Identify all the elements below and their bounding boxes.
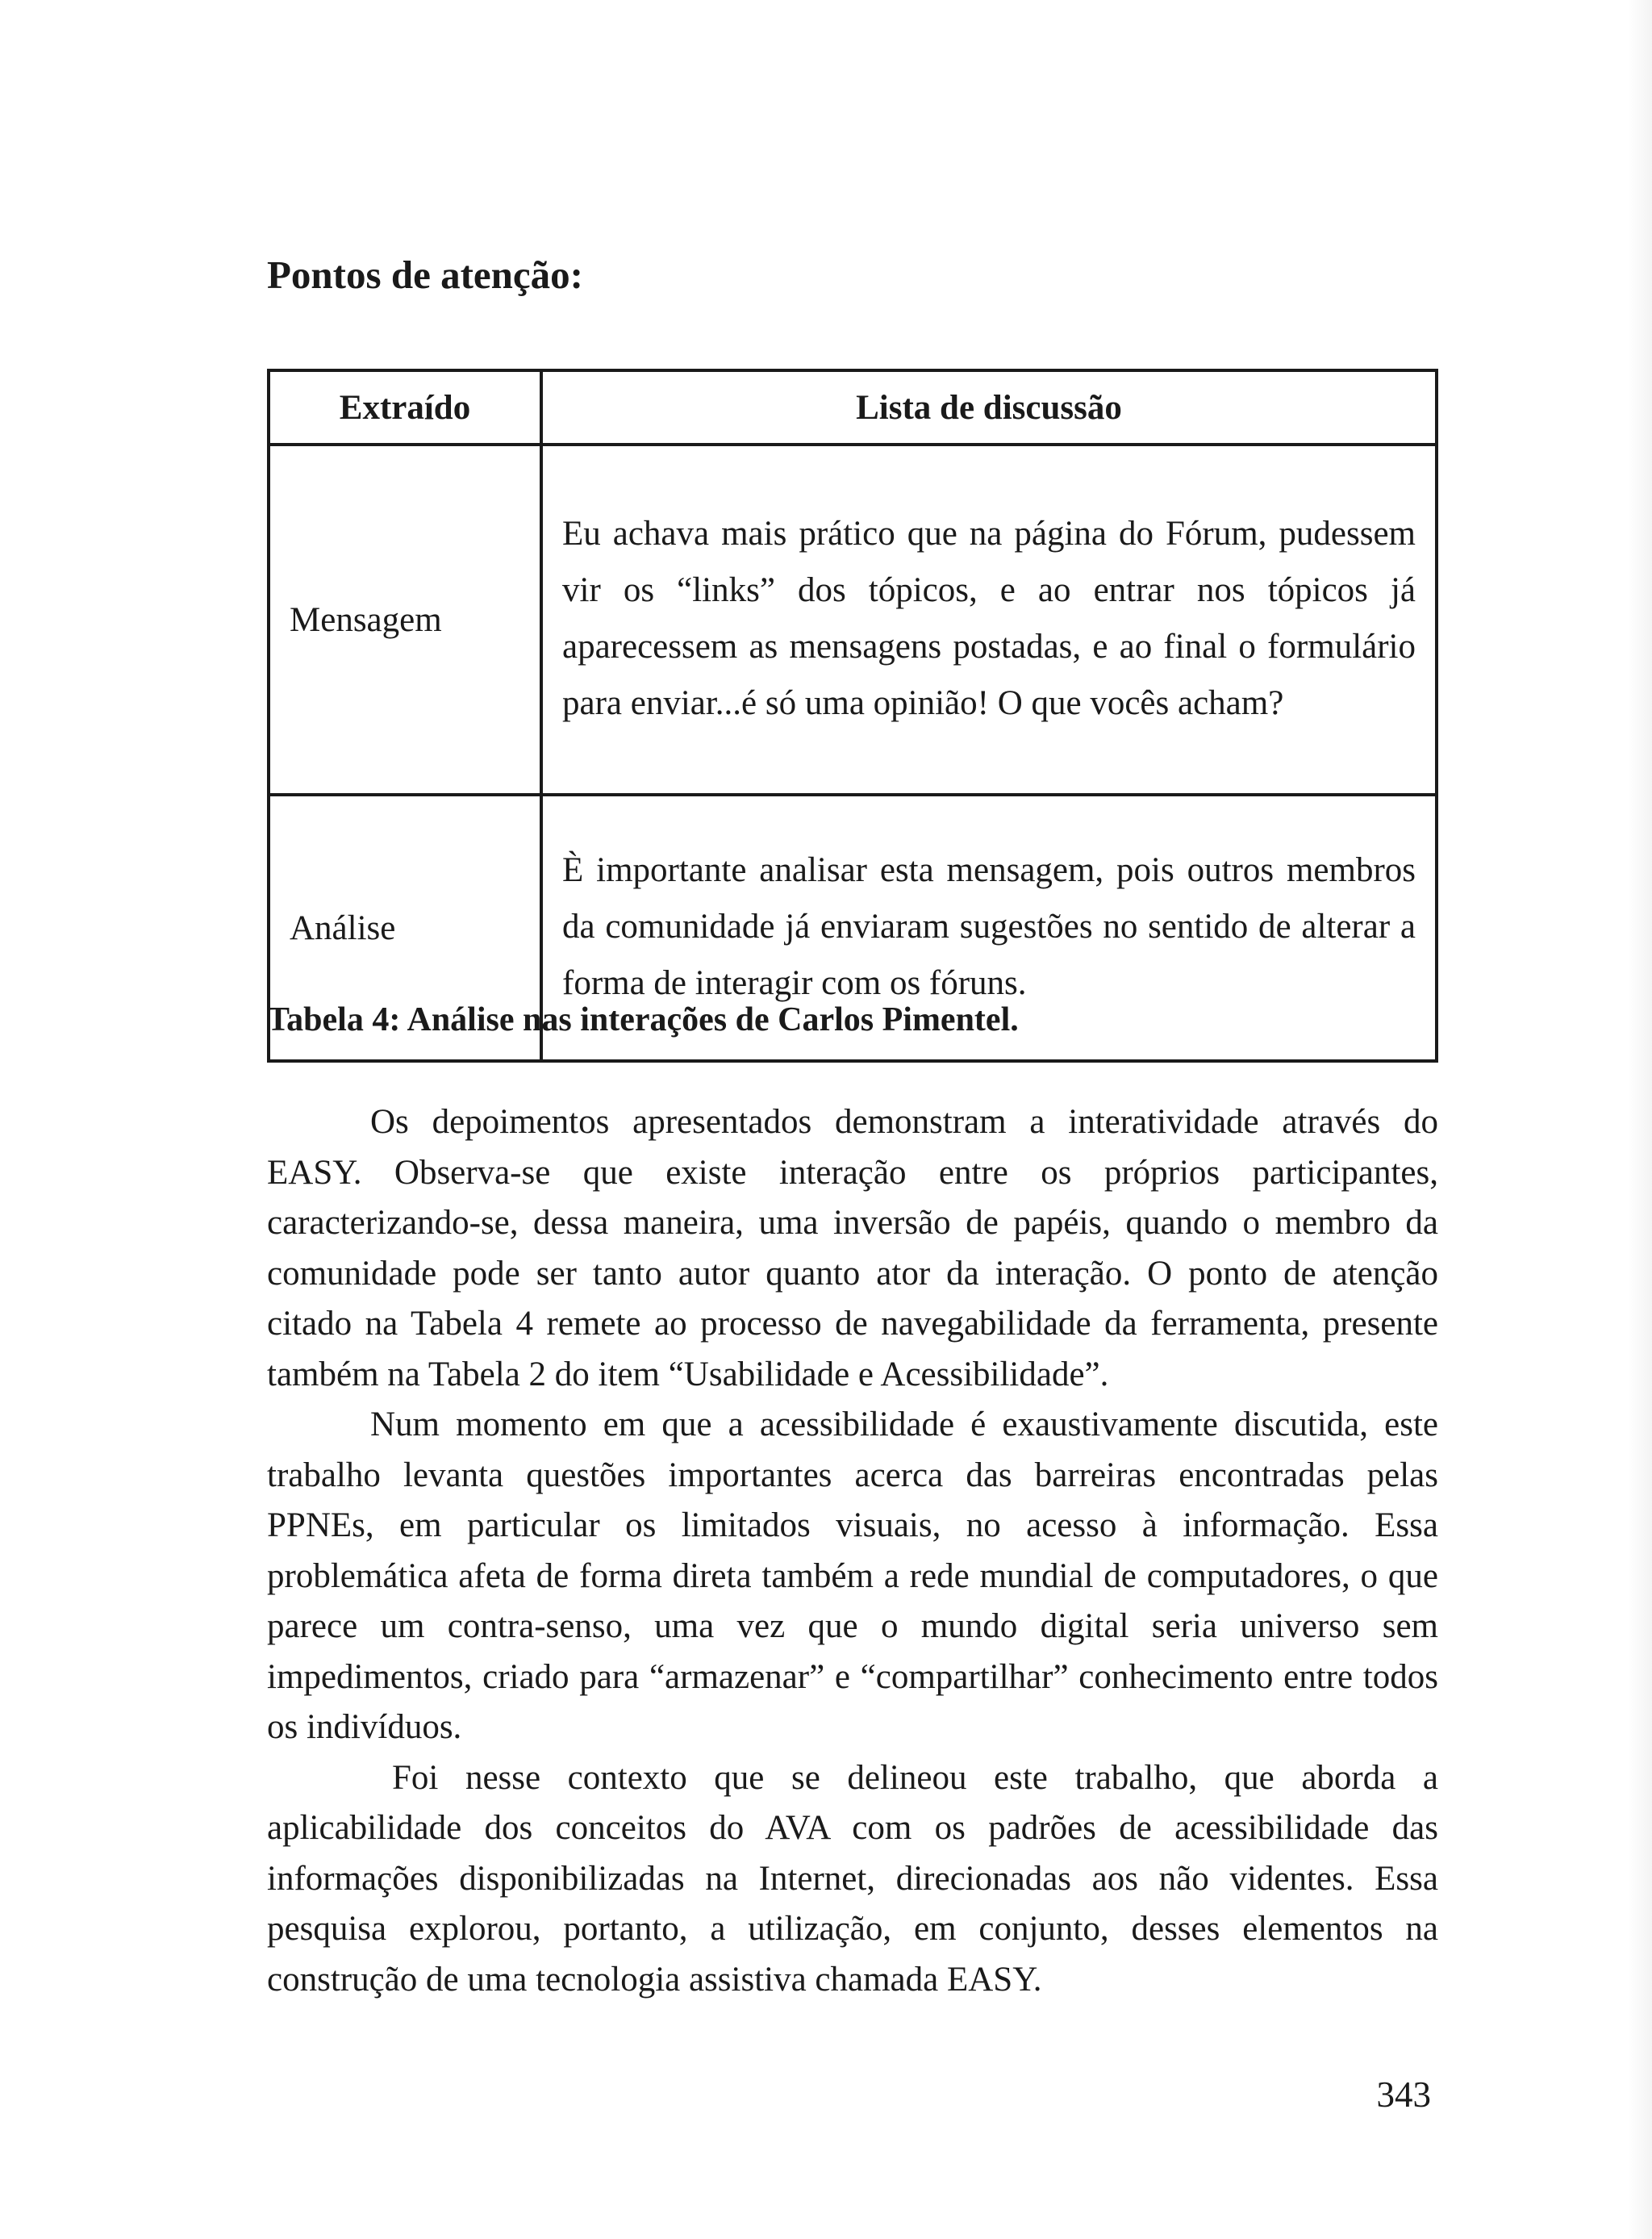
page-number: 343 — [1376, 2074, 1431, 2115]
table-header-row — [269, 370, 1437, 445]
paragraph-2: Num momento em que a acessibilidade é exaustivamente discutida, este trabalho levanta questões importantes acerca das barreiras encontradas pelas PPNEs, em particular os limitados visuais, no acesso à informação. Essa problemática afeta de forma direta também a rede mundial de computadores, o que parece um contra-senso, uma vez que o mundo digital seria universo sem impedimentos, criado para “armazenar” e “compartilhar” conhecimento entre todos os indivíduos. — [267, 1406, 1438, 1746]
page-edge-shadow — [1628, 0, 1652, 2239]
paragraph-3: Foi nesse contexto que se delineou este trabalho, que aborda a aplicabilidade dos conceitos do AVA com os padrões de acessibilidade das informações disponibilizadas na Internet, direcionadas aos não videntes. Essa pesquisa explorou, portanto, a utilização, em conjunto, desses elementos na construção de uma tecnologia assistiva chamada EASY. — [267, 1758, 1438, 1999]
header-lista-discussao: Lista de discussão — [541, 370, 1437, 445]
table-row — [269, 445, 1437, 795]
row-text-analise: È importante analisar esta mensagem, pois outros membros da comunidade já enviaram sugestões no sentido de alterar a forma de interagir com os fóruns. — [541, 795, 1437, 1061]
paragraph-1: Os depoimentos apresentados demonstram a interatividade através do EASY. Observa-se que existe interação entre os próprios participantes, caracterizando-se, dessa maneira, uma inversão de papéis, quando o membro da comunidade pode ser tanto autor quanto ator da interação. O ponto de atenção citado na Tabela 4 remete ao processo de navegabilidade da ferramenta, presente também na Tabela 2 do item “Usabilidade e Acessibilidade”. — [267, 1103, 1438, 1393]
section-heading: Pontos de atenção: — [267, 253, 583, 297]
row-label-analise: Análise — [269, 795, 541, 1061]
row-text-mensagem: Eu achava mais prático que na página do Fórum, pudessem vir os “links” dos tópicos, e ao entrar nos tópicos já aparecessem as mensagens postadas, e ao final o formulário para enviar...é só uma opinião! O que vocês acham? — [541, 445, 1437, 795]
table-caption: Tabela 4: Análise nas interações de Carlos Pimentel. — [267, 1001, 1019, 1038]
row-label-mensagem: Mensagem — [269, 445, 541, 795]
attention-table — [267, 369, 1438, 1063]
header-extraido: Extraído — [269, 370, 541, 445]
body-text — [267, 1097, 1438, 2005]
